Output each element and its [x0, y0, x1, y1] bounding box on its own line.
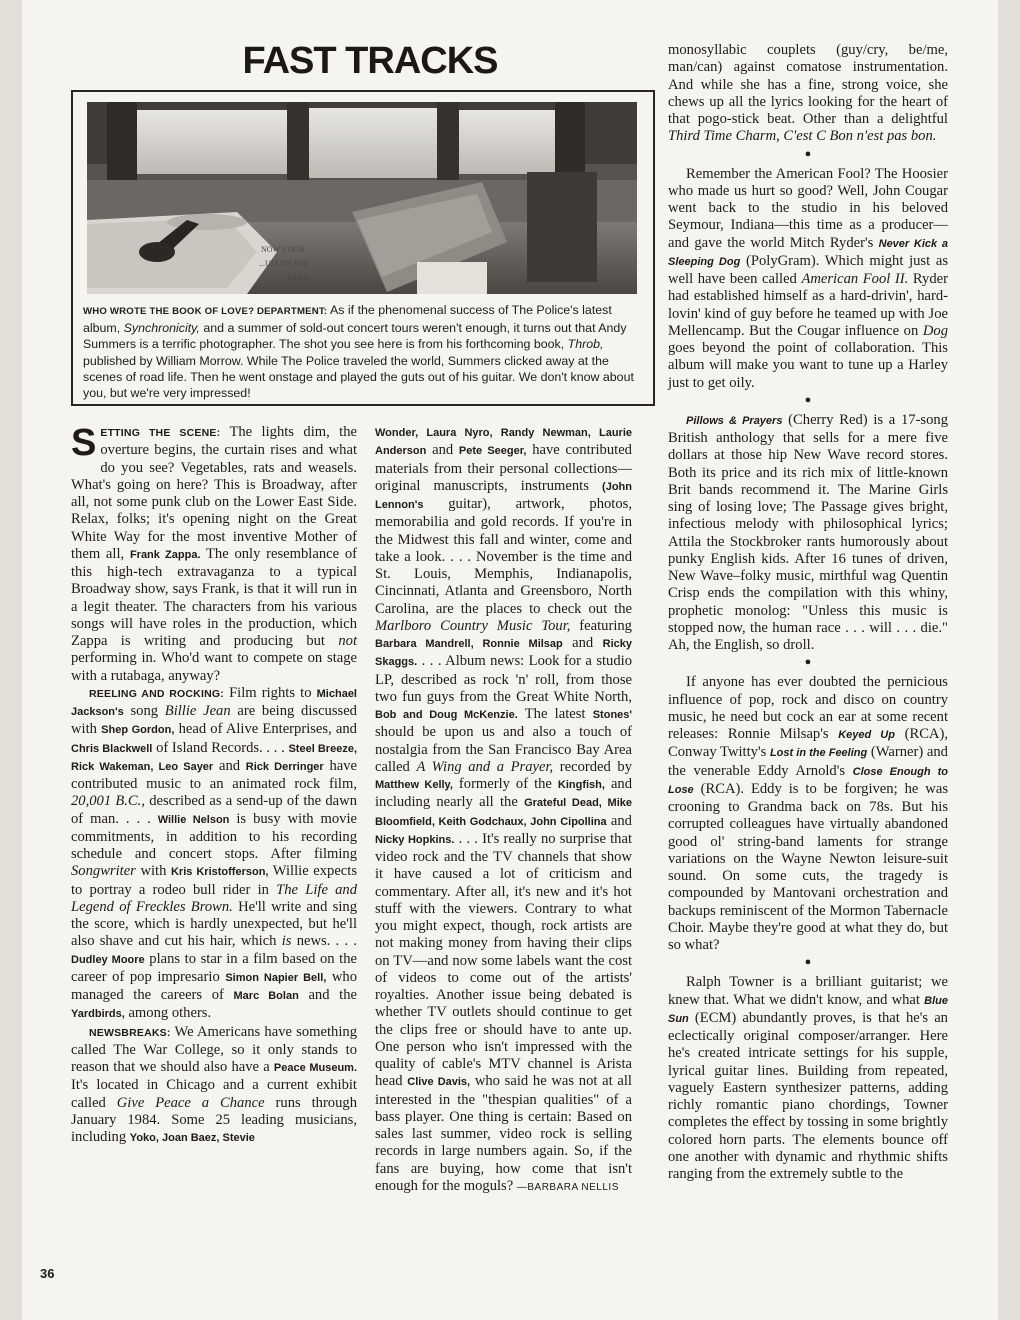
column-2 [375, 424, 632, 1196]
name: Kingfish, [557, 779, 605, 791]
name: Grateful Dead, Mike Bloomfield, Keith Godchaux, John Cipollina [375, 797, 632, 828]
text: performing in. Who'd want to compete on stage with a rutabaga, anyway? [71, 650, 357, 684]
separator-bullet: ● [804, 147, 812, 160]
text: (Warner) and the venerable Eddy Arnold's [668, 744, 948, 779]
title: Give Peace a Chance [116, 1094, 265, 1111]
paragraph-country-music [668, 674, 948, 954]
text: of Island Records. . . . [156, 739, 285, 756]
text: goes beyond the point of collaboration. This album will make you want to tune up a Harley just to get oily. [668, 340, 948, 391]
name: Ricky Skaggs. [375, 638, 632, 669]
text: (Cherry Red) is a 17-song British anthology that sells for a mere five dollars at those hip New Wave record stores. Both its price and its rich mix of little-known Brit bands recommend it. The Marine Girls sing of losing love; The Passage gives bright, infectious melody with philosophical lyrics; Attila the Stockbroker rants humorously about punky English kids. After 16 tunes of driven, New Wave–folky music, mirthful wag Quentin Crisp ends the compilation with this whiny, prophetic monolog: "Unless this music is stopped now, the human race . . . will . . . die." Ah, the English, so droll. [668, 411, 948, 653]
album-title: Close Enough to Lose [668, 765, 948, 796]
text: formerly of the [458, 776, 552, 792]
text: news. . . . [296, 933, 357, 950]
name: Matthew Kelly, [375, 779, 453, 791]
name: Wonder, Laura Nyro, Randy Newman, Laurie Anderson [375, 427, 632, 458]
name: Frank Zappa. [129, 548, 201, 561]
caption-text: As if the phenomenal success of The Police's latest album, [83, 303, 612, 336]
title: Billie Jean [164, 703, 231, 719]
photo-caption [83, 302, 639, 401]
page-title: FAST TRACKS [242, 40, 498, 82]
name: Bob and Doug McKenzie. [375, 709, 518, 721]
name: Willie Nelson [157, 813, 230, 826]
album-title: Blue Sun [668, 994, 948, 1025]
name: Chris Blackwell [71, 742, 153, 755]
text: . . . Album news: Look for a studio LP, described as rock 'n' roll, from those two fun guys from the Great White North, [375, 653, 632, 705]
paragraph-ralph-towner [668, 974, 948, 1183]
name: Rick Derringer [245, 760, 324, 773]
sign-line-3: FIELD [287, 273, 310, 282]
text: runs through January 1984. Some 25 leading musicians, including [71, 1094, 357, 1145]
separator-bullet: ● [804, 956, 812, 969]
text: The only resemblance of this high-tech extravaganza to a typical Broadway show, says Frank, is that it will run in a legit theater. The characters from his various songs will have roles in the production, which Zappa is writing and producing but [71, 545, 357, 649]
title: A Wing and a Prayer, [416, 758, 554, 775]
title: American Fool II. [801, 271, 909, 287]
text: Willie expects to portray a rodeo bull rider in [71, 863, 358, 898]
text: is busy with movie commitments, in addition to his recording schedule and concert stops. After filming [71, 810, 357, 862]
column-1 [71, 424, 357, 1147]
name: Shep Gordon, [101, 724, 175, 737]
text: who said he was not at all interested in the "thespian qualities" of a bass player. One thing is certain: Based on sales last summer, video rock is selling records in large numbers again. So, if the fans are buying, how come that isn't enough for the moguls? [375, 1073, 632, 1194]
photo-box [71, 90, 655, 406]
name: Simon Napier Bell, [225, 971, 327, 984]
paragraph-pillows-prayers [668, 412, 948, 655]
text: It's located in Chicago and a current exhibit called [71, 1077, 357, 1111]
title: 20,001 B.C., [71, 793, 145, 810]
page-number: 36 [40, 1266, 55, 1281]
paragraph-newsbreaks-continued [375, 424, 632, 1196]
section-head: NEWSBREAKS: [89, 1026, 171, 1039]
text: and including nearly all the [375, 776, 633, 811]
title: Dog [922, 322, 949, 339]
column-3 [668, 42, 948, 1183]
name: Dudley Moore [71, 953, 145, 966]
title: Songwriter [71, 863, 136, 880]
text: (RCA). Eddy is to be forgiven; he was crooning to Grandma back on 78s. But his corrupted colleagues have virtually abandoned good ol' string-band laments for strange variations on the Wayne Newton leisure-suit sound. On some cuts, the tragedy is compounded by Mantovani orchestration and backups reminiscent of the Mormon Tabernacle Choir. Maybe they're good at what they do, but so what? [668, 780, 948, 953]
byline: —BARBARA NELLIS [516, 1181, 619, 1193]
text: The latest [524, 706, 586, 722]
title: Marlboro Country Music Tour, [375, 617, 571, 634]
name: Marc Bolan [233, 990, 299, 1002]
name: Yoko, Joan Baez, Stevie [129, 1132, 255, 1144]
text: (PolyGram). Which might just as well have been called [668, 252, 949, 287]
text: . . . It's really no surprise that video rock and the TV channels that show it have caused a lot of criticism and commentary. After all, it's new and it's hot stuff with the viewers. Contrary to what you might expect, though, rock artists are not making money from having their clips on TV—and now some labels want the cost of videos to come out of the artists' royalties. Another issue being debated is whether TV outlets should continue to get the clips free or should have to ante up. One person who isn't impressed with the quality of cable's MTV channel is Arista head [375, 830, 632, 1090]
text: and [572, 635, 594, 651]
text: with [140, 863, 167, 880]
text: and [610, 812, 632, 829]
name: Pete Seeger, [458, 445, 527, 458]
sign-line-1: NOW YOUR [261, 245, 305, 254]
album-title: Lost in the Feeling [769, 747, 868, 760]
name: Nicky Hopkins. [375, 833, 455, 846]
text: recorded by [559, 758, 632, 775]
paragraph-setting-the-scene [71, 424, 357, 685]
text: who managed the careers of [71, 968, 358, 1003]
paragraph-mitch-ryder [668, 166, 948, 392]
text: Ralph Towner is a brilliant guitarist; we knew that. What we didn't know, and what [668, 974, 948, 1008]
sign-line-2: ...UM ON THE [259, 259, 309, 268]
text: Remember the American Fool? The Hoosier who made us hurt so good? Well, John Cougar went back to the studio in his beloved Seymour, Indiana—this time as a producer—and gave the world Mitch Ryder's [668, 165, 948, 251]
caption-book: Throb, [567, 337, 604, 352]
text: song [130, 703, 159, 719]
name: Kris Kristofferson, [170, 866, 269, 879]
name: Peace Museum. [273, 1062, 358, 1074]
name: Barbara Mandrell, Ronnie Milsap [375, 638, 563, 650]
separator-bullet: ● [804, 393, 812, 406]
separator-bullet: ● [804, 656, 812, 669]
caption-text: and a summer of sold-out concert tours weren't enough, it turns out that Andy Summers is a terrific photographer. The shot you see here is from his forthcoming book, [83, 321, 627, 352]
text: and [218, 757, 241, 774]
text: are being discussed with [71, 703, 357, 738]
text: and [432, 442, 454, 459]
section-head: REELING AND ROCKING: [89, 687, 224, 700]
text: (ECM) abundantly proves, is that he's an eclectically original composer/arranger. Here he's created intricate settings for his supple, lyrical guitar lines. Building from repeated, vaguely Eastern synthesizer patterns, adding richly romantic piano chordings, Towner completes the effect by tossing in some brightly colored horn parts. The elements bounce off one another with dynamic and rhythmic shifts ranging from the extremely subtle to the [668, 1009, 948, 1182]
name: (John Lennon's [375, 480, 632, 511]
emphasis: not [338, 633, 357, 649]
caption-text: published by William Morrow. While The Police traveled the world, Summers clicked away at the scenes of road life. Then he went onstage and played the guts out of his guitar. We don't know about you, but we're very impressed! [83, 353, 634, 401]
title: The Life and Legend of Freckles Brown. [71, 881, 358, 915]
name: Steel Breeze, Rick Wakeman, Leo Sayer [71, 742, 357, 773]
drop-cap: S [71, 422, 97, 464]
text: If anyone has ever doubted the pernicious influence of pop, rock and disco on country music, he need but cock an ear at some recent releases: Ronnie Milsap's [668, 674, 948, 742]
text: featuring [579, 617, 632, 634]
page-margin-right [998, 0, 1020, 1320]
text: among others. [128, 1005, 212, 1022]
title: Third Time Charm, C'est C Bon n'est pas bon. [668, 128, 937, 145]
paragraph-reeling-and-rocking [71, 685, 357, 1024]
paragraph-newsbreaks [71, 1024, 357, 1148]
name: Yardbirds, [71, 1008, 125, 1021]
section-head: ETTING THE SCENE: [100, 427, 221, 439]
text: Film rights to [229, 684, 312, 701]
caption-department: WHO WROTE THE BOOK OF LOVE? DEPARTMENT: [83, 306, 328, 317]
name: Stones' [592, 709, 633, 721]
name: Clive Davis, [407, 1076, 471, 1089]
text: have contributed materials from their personal collections—original manuscripts, instruments [375, 442, 632, 494]
hotel-room-photo [87, 102, 637, 294]
album-title: Never Kick a Sleeping Dog [668, 237, 948, 268]
text: and the [308, 987, 357, 1003]
text: have contributed music to an animated rock film, [71, 757, 358, 792]
text: monosyllabic couplets (guy/cry, be/me, man/can) against comatose instrumentation. And while she has a fine, strong voice, she chews up all the lyrics looking for the heart of that pogo-stick beat. Other than a delightful [668, 42, 948, 127]
text: Ryder had established himself as a hard-drivin', hard-lovin' kind of guy before he teamed up with Joe Mellencamp. But the Cougar influence on [668, 271, 948, 339]
page-margin-left [0, 0, 22, 1320]
text: The lights dim, the overture begins, the curtain rises and what do you see? Vegetables, rats and weasels. What's going on here? This is Broadway, after all, not some punk club on the Lower East Side. Relax, folks; it's opening night on the Great White Way for the most inventive Mother of them all, [71, 424, 357, 562]
album-title: Keyed Up [838, 729, 895, 741]
photo-illustration [87, 102, 637, 294]
text: We Americans have something called The War College, so it only stands to reason that we should also have a [71, 1023, 357, 1075]
caption-album: Synchronicity, [123, 321, 200, 336]
album-title: Pillows & Prayers [686, 414, 783, 427]
paragraph-review-continued [668, 42, 948, 146]
text: described as a send-up of the dawn of man. . . . [71, 793, 357, 827]
text: (RCA), Conway Twitty's [668, 726, 948, 761]
text: He'll write and sing the score, which is hardly unexpected, but he'll also shave and cut his hair, which [71, 898, 357, 950]
text: plans to star in a film based on the career of pop impresario [71, 950, 357, 985]
name: Michael Jackson's [71, 687, 357, 718]
emphasis: is [281, 933, 292, 950]
text: head of Alive Enterprises, and [178, 721, 357, 738]
text: should be upon us and also a touch of nostalgia from the San Francisco Bay Area called [375, 724, 632, 775]
text: guitar), artwork, photos, memorabilia and gold records. If you're in the Midwest this fall and winter, come and take a look. . . . November is the time and St. Louis, Memphis, Indianapolis, Cincinnati, Atlanta and Greensboro, North Carolina, are the places to check out the [375, 496, 632, 617]
